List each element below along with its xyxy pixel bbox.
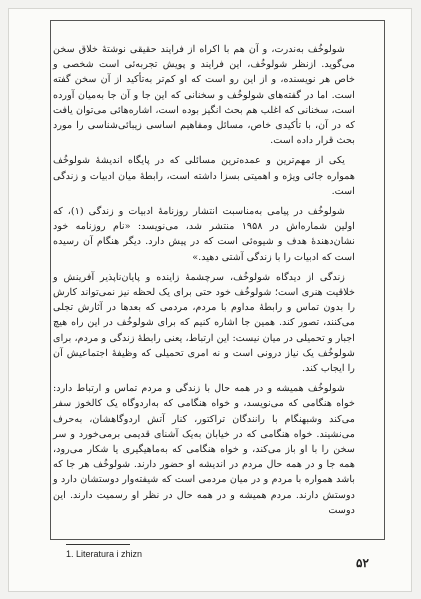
footnote: 1. Literatura i zhizn	[66, 549, 143, 559]
paragraph-2: یکی از مهم‌ترین و عمده‌ترین مسائلی که در پایگاه اندیشهٔ شولوخُف همواره جائی ویژه و اهمیتی بسزا داشته است، رابطهٔ میان ادبیات و زندگی است.	[53, 155, 355, 197]
paragraph-1: شولوخُف به‌ندرت، و آن هم با اکراه از فرایند حقیقی نوشتهٔ خلاق سخن می‌گوید. ازنظر شولوخُف، این فرایند و پویش تجربه‌ئی است شخصی و خاص هر نویسنده، و از این رو است که او کم‌تر به‌تأکید از آن سخن گفته است. اما در گفته‌های شولوخُف و سخنانی که این جا و آن جا به‌میان آورده است، سخنانی که اغلب هم بحث انگیز بوده است، اشاره‌هائی می‌توان یافت که در آن، با تأکیدی خاص، مسائل ومفاهیم اساسی زیبائی‌شناسی را مورد بحث قرار داده است.	[53, 44, 355, 147]
body-text	[53, 42, 355, 523]
page-number: ۵۲	[356, 556, 369, 570]
paragraph-3: شولوخُف در پیامی به‌مناسبت انتشار روزنامهٔ ادبیات و زندگی (۱)، که اولین شماره‌اش در ۱۹۵۸ منتشر شد، می‌نویسد: «نام روزنامه خود نشان‌دهندهٔ هدف و شیوه‌ئی است که در پیش دارد. دیگر هنگام آن رسیده است که ادبیات را با زندگی آشتی دهید.»	[53, 206, 355, 263]
paragraph-4: زندگی از دیدگاه شولوخُف، سرچشمهٔ زاینده و پایان‌ناپذیر آفرینش و خلاقیت هنری است؛ شولوخُف خود حتی برای یک لحظه نیز نمی‌تواند کارش را بدون تماس و رابطهٔ مداوم با مردم، مردمی که بعدها در آثارش تجلی می‌کنند، تصور کند. همین جا اشاره کنیم که برای شولوخُف در این راه هیچ اجبار و تحمیلی در میان نیست: این ارتباط، یعنی رابطهٔ زندگی و مردم، برای شولوخُف یک نیاز درونی است و نه امری تحمیلی که وظیفهٔ اجتماعیش آن را ایجاب کند.	[53, 271, 355, 375]
footnote-rule	[66, 544, 130, 545]
paragraph-5: شولوخُف همیشه و در همه حال با زندگی و مردم تماس و ارتباط دارد: خواه هنگامی که می‌نویسد، و خواه هنگامی که به‌اردوگاه یک کالخوز سفر می‌کند وشبهنگام با رانندگان تراکتور، کنار آتش اردوگاهشان، به‌حرف می‌نشیند. خواه هنگامی که در خیابان به‌یک آشنای قدیمی برمی‌خورد و سر سخن را با او باز می‌کند، و خواه هنگامی که به‌ماهیگیری یا شکار می‌رود، همه جا و در همه حال مردم در اندیشه او حضور دارند. شولوخُف هر جا که باشد همواره با مردم و در میان مردمی است که شیفته‌وار دوستشان دارد و دوستش دارند. مردم همیشه و در همه حال در نظر او رسمیت دارند. این دوست	[53, 383, 355, 516]
